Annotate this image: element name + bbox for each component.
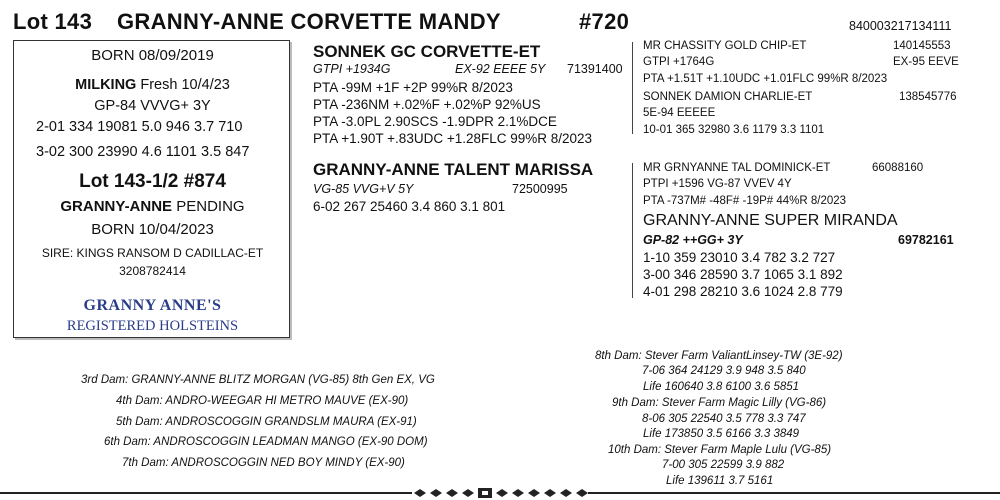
sire-sire-classification: EX-95 EEVE — [893, 56, 959, 68]
pedigree-9th-dam: 9th Dam: Stever Farm Magic Lilly (VG-86) — [612, 397, 827, 409]
dam-sire-pta: PTA -737M# -48F# -19P# 44%R 8/2023 — [643, 195, 847, 207]
sire-dam-id: 138545776 — [899, 91, 957, 103]
pedigree-3rd-dam: 3rd Dam: GRANNY-ANNE BLITZ MORGAN (VG-85) 8th Gen EX, VG — [81, 374, 435, 386]
farm-logo-line-2: REGISTERED HOLSTEINS — [66, 318, 239, 334]
sire-dam-name: SONNEK DAMION CHARLIE-ET — [643, 91, 813, 103]
dam-bracket-line — [632, 163, 633, 298]
pedigree-8th-dam-record: 7-06 364 24129 3.9 948 3.5 840 — [642, 365, 806, 377]
dam-sire-name: MR GRNYANNE TAL DOMINICK-ET — [643, 162, 831, 174]
dam-dam-record-1: 1-10 359 23010 3.4 782 3.2 727 — [643, 250, 836, 265]
sire-classification: EX-92 EEEE 5Y — [455, 62, 546, 76]
registration-number: 840003217134111 — [849, 19, 952, 33]
milking-value: Fresh 10/4/23 — [140, 77, 230, 93]
sire-sire-id: 140145553 — [893, 40, 951, 52]
dam-sire-ptpi: PTPI +1596 VG-87 VVEV 4Y — [643, 178, 792, 190]
pedigree-5th-dam: 5th Dam: ANDROSCOGGIN GRANDSLM MAURA (EX-91) — [116, 416, 417, 428]
pedigree-9th-dam-record: 8-06 305 22540 3.5 778 3.3 747 — [642, 413, 806, 425]
pedigree-8th-dam: 8th Dam: Stever Farm ValiantLinsey-TW (3E-92) — [595, 350, 843, 362]
calf-lot-number: Lot 143-1/2 #874 — [79, 171, 226, 192]
sire-sire-name: MR CHASSITY GOLD CHIP-ET — [643, 40, 807, 52]
sire-sire-gtpi: GTPI +1764G — [643, 56, 715, 68]
pedigree-7th-dam: 7th Dam: ANDROSCOGGIN NED BOY MINDY (EX-90) — [122, 457, 405, 469]
dam-id: 72500995 — [512, 182, 568, 196]
pedigree-10th-dam: 10th Dam: Stever Farm Maple Lulu (VG-85) — [608, 444, 832, 456]
ornamental-divider — [0, 488, 1000, 498]
classification: GP-84 VVVG+ 3Y — [94, 98, 211, 114]
sire-pta-line-1: PTA -99M +1F +2P 99%R 8/2023 — [313, 80, 513, 95]
dam-dam-name: GRANNY-ANNE SUPER MIRANDA — [643, 212, 898, 229]
lot-number: Lot 143 — [13, 9, 93, 34]
farm-logo-line-1: GRANNY ANNE'S — [83, 297, 222, 314]
pedigree-10th-dam-record: 7-00 305 22599 3.9 882 — [662, 459, 785, 471]
dam-classification: VG-85 VVG+V 5Y — [313, 182, 414, 196]
dam-name: GRANNY-ANNE TALENT MARISSA — [313, 160, 594, 179]
dam-dam-record-3: 4-01 298 28210 3.6 1024 2.8 779 — [643, 284, 843, 299]
milking-label: MILKING — [75, 77, 137, 93]
dam-record: 6-02 267 25460 3.4 860 3.1 801 — [313, 199, 506, 214]
pedigree-9th-dam-life: Life 173850 3.5 6166 3.3 3849 — [643, 428, 800, 440]
sire-gtpi: GTPI +1934G — [313, 62, 391, 76]
sire-id: 71391400 — [567, 62, 623, 76]
pedigree-4th-dam: 4th Dam: ANDRO-WEEGAR HI METRO MAUVE (EX-90) — [116, 395, 409, 407]
dam-dam-id: 69782161 — [898, 233, 954, 247]
animal-name: GRANNY-ANNE CORVETTE MANDY — [117, 9, 501, 34]
production-record-2: 3-02 300 23990 4.6 1101 3.5 847 — [36, 144, 250, 160]
sire-pta-line-3: PTA -3.0PL 2.90SCS -1.9DPR 2.1%DCE — [313, 114, 557, 129]
sire-name: SONNEK GC CORVETTE-ET — [313, 42, 541, 61]
dam-dam-record-2: 3-00 346 28590 3.7 1065 3.1 892 — [643, 267, 843, 282]
dam-sire-id: 66088160 — [872, 162, 924, 174]
production-record-1: 2-01 334 19081 5.0 946 3.7 710 — [36, 119, 243, 135]
calf-owner-status: PENDING — [176, 198, 245, 215]
tag-number: #720 — [579, 9, 630, 34]
calf-owner — [14, 198, 291, 215]
calf-born-date: BORN 10/04/2023 — [91, 221, 214, 238]
born-date: BORN 08/09/2019 — [91, 47, 214, 64]
info-box — [13, 40, 290, 338]
sire-pta-line-4: PTA +1.90T +.83UDC +1.28FLC 99%R 8/2023 — [313, 131, 593, 146]
calf-sire-id: 3208782414 — [119, 264, 186, 278]
pedigree-10th-dam-life: Life 139611 3.7 5161 — [666, 475, 774, 487]
calf-sire: SIRE: KINGS RANSOM D CADILLAC-ET — [41, 246, 264, 260]
sire-dam-record: 10-01 365 32980 3.6 1179 3.3 1101 — [643, 124, 825, 136]
milking-status — [14, 77, 291, 93]
dam-dam-classification: GP-82 ++GG+ 3Y — [643, 233, 743, 247]
pedigree-6th-dam: 6th Dam: ANDROSCOGGIN LEADMAN MANGO (EX-90 DOM) — [104, 436, 428, 448]
sire-sire-pta: PTA +1.51T +1.10UDC +1.01FLC 99%R 8/2023 — [643, 73, 888, 85]
sire-pta-line-2: PTA -236NM +.02%F +.02%P 92%US — [313, 97, 541, 112]
sire-dam-classification: 5E-94 EEEEE — [643, 107, 716, 119]
sire-bracket-line — [632, 42, 633, 134]
pedigree-8th-dam-life: Life 160640 3.8 6100 3.6 5851 — [643, 381, 800, 393]
calf-owner-name: GRANNY-ANNE — [60, 198, 173, 215]
